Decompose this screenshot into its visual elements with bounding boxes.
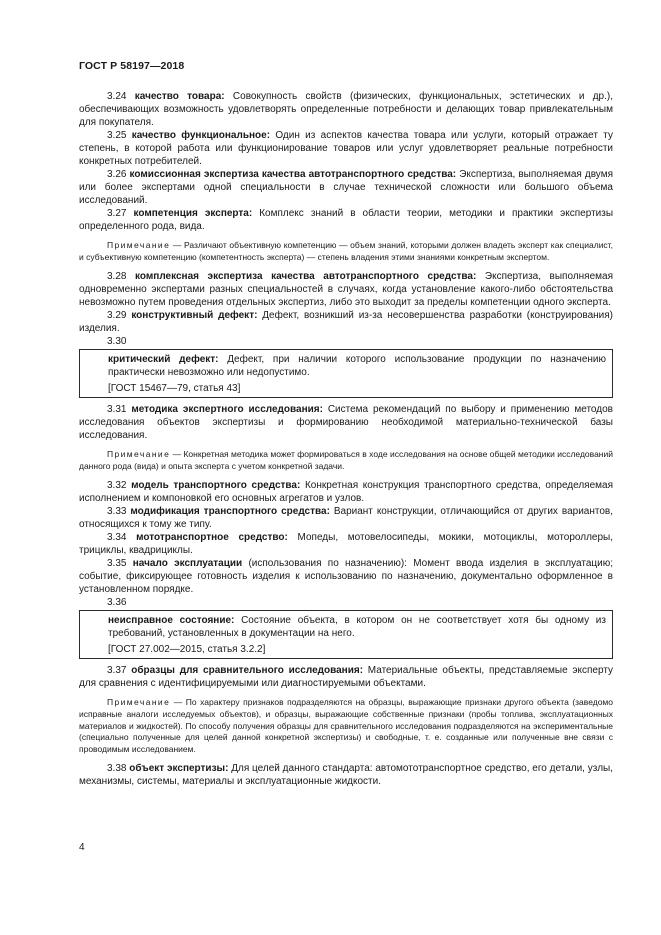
term-3-37 [79,664,613,690]
note-text: — Различают объективную компетенцию — объем знаний, которыми должен владеть эксперт как специалист, и субъективную компетенцию (компетентность эксперта) — степень владения этими знаниями конкретным экспертом. [79,240,613,262]
term-name: качество функциональное: [131,130,271,141]
term-number: 3.27 [107,208,127,219]
term-number: 3.24 [107,91,127,102]
term-definition: Материальные объекты, представляемые эксперту для сравнения с идентифицируемыми или диагностируемыми объектами. [79,665,614,690]
term-3-25 [79,129,613,168]
term-definition: Один из аспектов качества товара или услуги, который отражает ту степень, в которой работа или функционирование товаров или услуг удовлетворяет реальные потребности конкретных потребителей. [79,130,613,167]
note-text: — По характеру признаков подразделяются на образцы, выражающие признаки другого объекта (заведомо исправные аналоги исследуемых объектов), и образцы, выражающие собственные признаки (пробы топлива, эксплуатационных материалов и жидкостей). По способу получения образцы для сравнительного исследования подразделяются на экспериментальные (специально полученные для целей данной конкретной экспертизы) и свободные, т. е. созданные или полученные вне связи с проводимым исследованием. [79,697,613,754]
term-number: 3.35 [107,558,127,570]
term-number: 3.34 [107,532,127,544]
term-name: критический дефект: [108,354,219,366]
term-3-28 [79,270,613,309]
note-label: Примечание [107,449,171,460]
page-number: 4 [79,842,85,853]
term-3-34 [79,531,613,557]
note-3-37 [79,697,613,755]
term-3-32 [79,479,613,505]
term-3-26 [79,168,613,207]
term-name: компетенция эксперта: [133,208,253,219]
term-number-3-36: 3.36 [107,597,127,609]
term-number: 3.31 [107,404,127,416]
term-definition: Экспертиза, выполняемая одновременно экспертами разных специальностей в случаях, когда установление какого-либо обстоятельства невозможно путем проведения отдельных экспертиз, либо это выходит за пределы компетенции одного эксперта. [79,271,614,309]
term-definition: Экспертиза, выполняемая двумя или более экспертами одной специальности в случае технической сложности или большого объема исследований. [79,169,613,206]
term-name: объект экспертизы: [129,763,229,775]
term-3-30-box [79,349,613,398]
term-3-24 [79,90,613,129]
term-name: мототранспортное средство: [136,532,288,544]
term-reference: [ГОСТ 15467—79, статья 43] [108,383,241,395]
note-3-27 [79,240,613,263]
term-name: качество товара: [134,91,225,102]
term-3-33 [79,505,613,531]
note-label: Примечание [107,240,171,250]
note-text: — Конкретная методика может формироваться в ходе исследования на основе общей методики исследований данного рода (вида) и опыта эксперта с учетом конкретной задачи. [79,449,613,471]
term-name: модель транспортного средства: [131,480,301,492]
term-number: 3.37 [107,665,127,677]
term-name: методика экспертного исследования: [131,404,323,416]
term-3-36-box [79,610,613,659]
term-definition: Конкретная конструкция транспортного средства, определяемая исполнением и компоновкой его основных агрегатов и узлов. [79,480,614,505]
term-definition: Совокупность свойств (физических, функциональных, эстетических и др.), обеспечивающих возможность удовлетворять определенные потребности и делающих товар привлекательным для покупателя. [79,91,614,128]
term-definition: Дефект, при наличии которого использование продукции по назначению практически невозможно или недопустимо. [108,354,606,379]
term-number: 3.32 [107,480,127,492]
term-3-35 [79,557,613,596]
note-label: Примечание [107,697,171,708]
term-definition: Комплекс знаний в области теории, методики и практики экспертизы определенного рода, вида. [79,208,614,232]
term-name: начало эксплуатации [132,558,243,570]
term-definition: Дефект, возникший из-за несовершенства разработки (конструирования) изделия. [79,310,613,335]
term-reference: [ГОСТ 27.002—2015, статья 3.2.2] [108,644,266,656]
term-number: 3.26 [107,169,127,180]
term-number: 3.28 [107,271,127,283]
standard-header: ГОСТ Р 58197—2018 [79,60,185,72]
term-number: 3.29 [107,310,127,322]
term-number: 3.33 [107,506,127,518]
term-3-30 [108,353,606,379]
term-definition: Состояние объекта, в котором он не соответствует хотя бы одному из требований, установленных в документации на него. [108,615,606,640]
term-definition: Для целей данного стандарта: автомототранспортное средство, его детали, узлы, механизмы, системы, материалы и эксплуатационные жидкости. [79,763,614,788]
term-name: комплексная экспертиза качества автотранспортного средства: [135,271,477,283]
term-3-29 [79,309,613,335]
term-3-27 [79,207,613,233]
term-name: неисправное состояние: [108,615,235,627]
term-3-38 [79,762,613,788]
term-definition: Система рекомендаций по выбору и применению методов исследования объектов экспертизы и формированию необходимой материально-технической базы исследования. [79,404,613,442]
term-definition: Вариант конструкции, отличающийся от других вариантов, относящихся к тому же типу. [79,506,613,531]
term-3-31 [79,403,613,442]
term-number: 3.25 [107,130,127,141]
term-number: 3.38 [107,763,127,775]
term-definition: (использования по назначению): Момент ввода изделия в эксплуатацию; событие, фиксирующее готовность изделия к использованию по назначению, документально оформленное в установленном порядке. [79,558,613,596]
term-name: образцы для сравнительного исследования: [131,665,364,677]
term-number-3-30: 3.30 [107,336,127,348]
term-name: модификация транспортного средства: [130,506,330,518]
note-3-31 [79,449,613,472]
terms-body [79,90,613,788]
term-name: комиссионная экспертиза качества автотранспортного средства: [129,169,457,180]
term-definition: Мопеды, мотовелосипеды, мокики, мотоциклы, мотороллеры, трициклы, квадрициклы. [79,532,614,557]
term-3-36 [108,614,606,640]
term-name: конструктивный дефект: [131,310,258,322]
